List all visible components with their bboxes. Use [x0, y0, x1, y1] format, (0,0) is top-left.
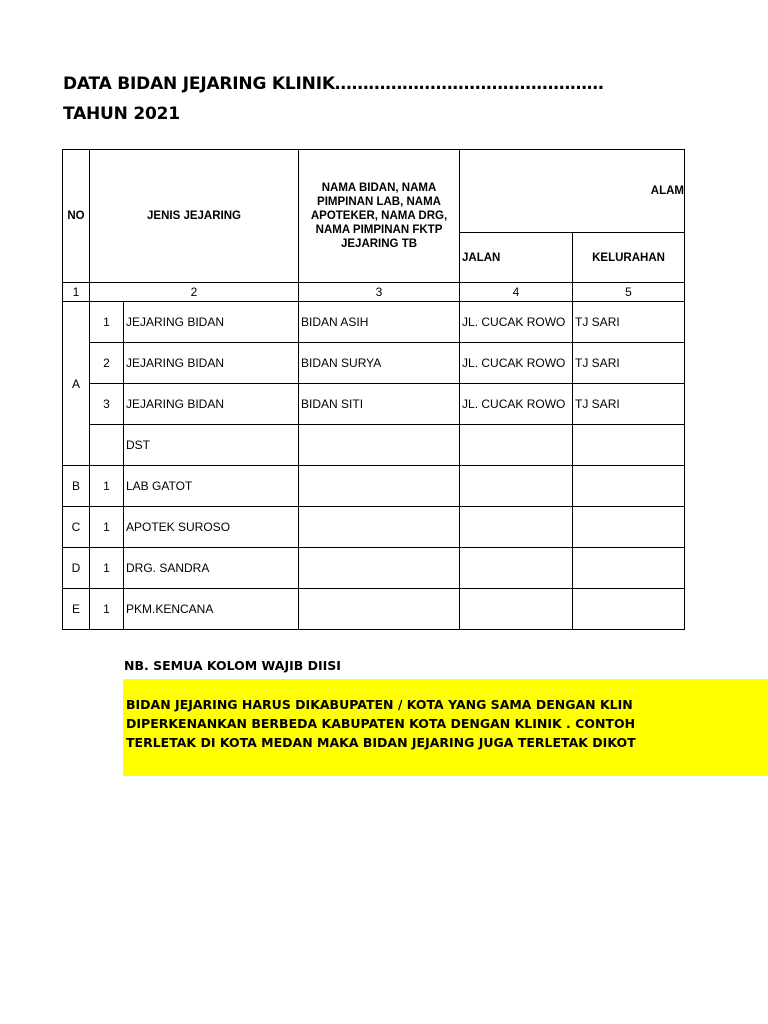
column-number: 5 — [573, 283, 685, 302]
row-number: 1 — [90, 548, 124, 589]
jejaring-table — [62, 149, 685, 630]
jalan-cell — [460, 548, 573, 589]
document-title: DATA BIDAN JEJARING KLINIK………………………………………… — [63, 74, 604, 94]
row-number: 1 — [90, 589, 124, 630]
jenis-cell: JEJARING BIDAN — [124, 343, 299, 384]
row-number: 2 — [90, 343, 124, 384]
kelurahan-cell — [573, 507, 685, 548]
nama-cell — [299, 548, 460, 589]
jenis-cell: DRG. SANDRA — [124, 548, 299, 589]
document-year: TAHUN 2021 — [63, 104, 180, 124]
row-number: 1 — [90, 302, 124, 343]
kelurahan-cell: TJ SARI — [573, 302, 685, 343]
nama-cell — [299, 589, 460, 630]
note-label: NB. SEMUA KOLOM WAJIB DIISI — [124, 658, 341, 673]
jalan-cell — [460, 425, 573, 466]
row-number — [90, 425, 124, 466]
note-highlight-box — [123, 679, 768, 776]
column-number: 3 — [299, 283, 460, 302]
column-number-row — [63, 283, 685, 302]
table-row — [63, 548, 685, 589]
jenis-cell: DST — [124, 425, 299, 466]
table-row — [63, 384, 685, 425]
header-kelurahan: KELURAHAN — [573, 233, 685, 283]
header-no: NO — [63, 150, 90, 283]
kelurahan-cell — [573, 425, 685, 466]
note-line: BIDAN JEJARING HARUS DIKABUPATEN / KOTA YANG SAMA DENGAN KLIN — [126, 697, 633, 712]
table-row — [63, 589, 685, 630]
kelurahan-cell — [573, 548, 685, 589]
jalan-cell — [460, 466, 573, 507]
jalan-cell: JL. CUCAK ROWO — [460, 302, 573, 343]
note-line: DIPERKENANKAN BERBEDA KABUPATEN KOTA DENGAN KLINIK . CONTOH — [126, 716, 636, 731]
group-cell: E — [63, 589, 90, 630]
group-cell: B — [63, 466, 90, 507]
nama-cell — [299, 425, 460, 466]
nama-cell — [299, 507, 460, 548]
jenis-cell: APOTEK SUROSO — [124, 507, 299, 548]
column-number: 1 — [63, 283, 90, 302]
column-number: 4 — [460, 283, 573, 302]
row-number: 1 — [90, 466, 124, 507]
row-number: 3 — [90, 384, 124, 425]
kelurahan-cell — [573, 589, 685, 630]
jenis-cell: JEJARING BIDAN — [124, 384, 299, 425]
column-number: 2 — [90, 283, 299, 302]
group-cell: A — [63, 302, 90, 466]
table-row — [63, 343, 685, 384]
table-row — [63, 466, 685, 507]
nama-cell: BIDAN ASIH — [299, 302, 460, 343]
table-row — [63, 507, 685, 548]
header-nama: NAMA BIDAN, NAMA PIMPINAN LAB, NAMA APOTEKER, NAMA DRG, NAMA PIMPINAN FKTP JEJARING TB — [299, 150, 460, 283]
table-viewport — [62, 149, 685, 636]
group-cell: D — [63, 548, 90, 589]
note-line: TERLETAK DI KOTA MEDAN MAKA BIDAN JEJARING JUGA TERLETAK DIKOT — [126, 735, 636, 750]
kelurahan-cell — [573, 466, 685, 507]
jenis-cell: LAB GATOT — [124, 466, 299, 507]
header-alamat: ALAM — [460, 150, 685, 233]
nama-cell — [299, 466, 460, 507]
jalan-cell — [460, 507, 573, 548]
nama-cell: BIDAN SURYA — [299, 343, 460, 384]
jalan-cell: JL. CUCAK ROWO — [460, 384, 573, 425]
table-row — [63, 425, 685, 466]
kelurahan-cell: TJ SARI — [573, 343, 685, 384]
jenis-cell: JEJARING BIDAN — [124, 302, 299, 343]
jenis-cell: PKM.KENCANA — [124, 589, 299, 630]
row-number: 1 — [90, 507, 124, 548]
group-cell: C — [63, 507, 90, 548]
jalan-cell: JL. CUCAK ROWO — [460, 343, 573, 384]
jalan-cell — [460, 589, 573, 630]
kelurahan-cell: TJ SARI — [573, 384, 685, 425]
nama-cell: BIDAN SITI — [299, 384, 460, 425]
header-jalan: JALAN — [460, 233, 573, 283]
header-jenis-jejaring: JENIS JEJARING — [90, 150, 299, 283]
table-row — [63, 302, 685, 343]
